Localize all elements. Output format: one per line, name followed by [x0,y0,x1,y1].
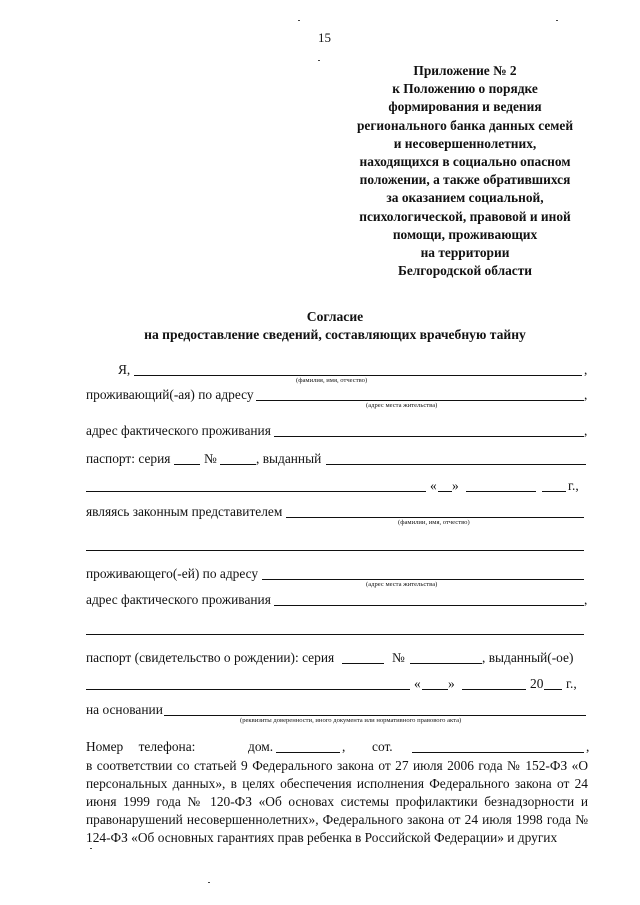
residing-label: проживающий(-ая) по адресу [86,387,254,402]
doc-series-field[interactable] [342,663,384,664]
date-quote-open-2: « [414,676,421,691]
appendix-line: помощи, проживающих [392,226,538,242]
month-field-2[interactable] [462,689,526,690]
year-prefix: 20 [530,676,544,691]
actual-address-field[interactable] [274,436,584,437]
appendix-header [330,62,600,280]
comma: , [584,387,588,402]
consent-title: Согласие [306,309,364,324]
comma: , [584,362,588,377]
basis-label: на основании [86,702,163,717]
residing-child-label: проживающего(-ей) по адресу [86,566,259,581]
passport-series-field[interactable] [174,464,200,465]
issued-by-field-cont[interactable] [86,491,426,492]
consent-subtitle: на предоставление сведений, составляющих врачебную тайну [144,327,526,342]
day-field[interactable] [438,491,452,492]
child-actual-address-cont[interactable] [86,634,584,635]
comma: , [342,739,346,754]
doc-number-label: № [392,650,405,665]
day-field-2[interactable] [422,689,448,690]
doc-issued-by-field[interactable] [86,689,410,690]
comma: , [584,592,588,607]
date-quote-close: » [452,478,459,493]
comma: , [586,739,590,754]
fio-field[interactable] [134,375,582,376]
year-suffix: г., [568,478,579,493]
child-actual-address-field[interactable] [274,605,584,606]
hint-fio2: (фамилии, имя, отчество) [398,519,470,526]
consent-paragraph: в соответствии со статьей 9 Федерального закона от 27 июля 2006 года № 152-ФЗ «О персональных данных», в целях обеспечения исполнения Федерального закона от 24 июня 1999 года № 120-ФЗ «Об основах системы профилактики безнадзорности и правонарушений несовершеннолетних», Федерального закона от 24 июля 1998 года № 124-ФЗ «Об основных гарантиях прав ребенка в Российской Федерации» и других [86,758,588,845]
appendix-line: формирования и ведения [388,99,542,115]
passport-number-label: № [204,451,217,466]
child-fio-field[interactable] [286,517,584,518]
basis-field[interactable] [164,715,586,716]
appendix-line: находящихся в социально опасном [359,154,571,170]
passport-series-label: паспорт: серия [86,451,171,466]
child-address-field[interactable] [262,579,584,580]
phone-home-label: дом. [248,739,274,754]
phone-home-field[interactable] [276,752,340,753]
passport-birth-label: паспорт (свидетельство о рождении): серия [86,650,335,665]
appendix-line: и несовершеннолетних, [393,135,537,151]
actual-address-label: адрес фактического проживания [86,423,271,438]
year-suffix-2: г., [566,676,577,691]
appendix-line: психологической, правовой и иной [359,208,571,224]
child-fio-field-cont[interactable] [86,550,584,551]
legal-rep-label: являясь законным представителем [86,504,283,519]
phone-label: Номер телефона: [86,739,196,754]
hint-basis: (реквизиты доверенности, иного документа или нормативного правового акта) [240,717,462,724]
page-number: 15 [318,30,331,45]
ya-label: Я, [118,362,131,377]
phone-mobile-label: сот. [372,739,393,754]
appendix-line: регионального банка данных семей [356,117,574,133]
appendix-line: Белгородской области [397,263,533,279]
phone-mobile-field[interactable] [412,752,584,753]
year-field-2[interactable] [544,689,562,690]
year-field[interactable] [542,491,566,492]
hint-address: (адрес места жительства) [366,402,438,409]
passport-number-field[interactable] [220,464,256,465]
appendix-line: положении, а также обратившихся [359,172,571,188]
issued-by-field[interactable] [326,464,586,465]
issued-label: , выданный [256,451,322,466]
residence-address-field[interactable] [256,400,584,401]
date-quote-open: « [430,478,437,493]
comma: , [584,423,588,438]
hint-fio: (фамилия, имя, отчество) [296,377,368,384]
appendix-line: за оказанием социальной, [386,190,544,206]
month-field[interactable] [466,491,536,492]
actual-address-label-2: адрес фактического проживания [86,592,271,607]
appendix-line: к Положению о порядке [392,81,538,97]
issued-label-2: , выданный(-ое) [482,650,574,665]
date-quote-close-2: » [448,676,455,691]
appendix-line: на территории [420,245,510,261]
hint-address2: (адрес места жительства) [366,581,438,588]
doc-number-field[interactable] [410,663,482,664]
appendix-line: Приложение № 2 [413,63,517,78]
